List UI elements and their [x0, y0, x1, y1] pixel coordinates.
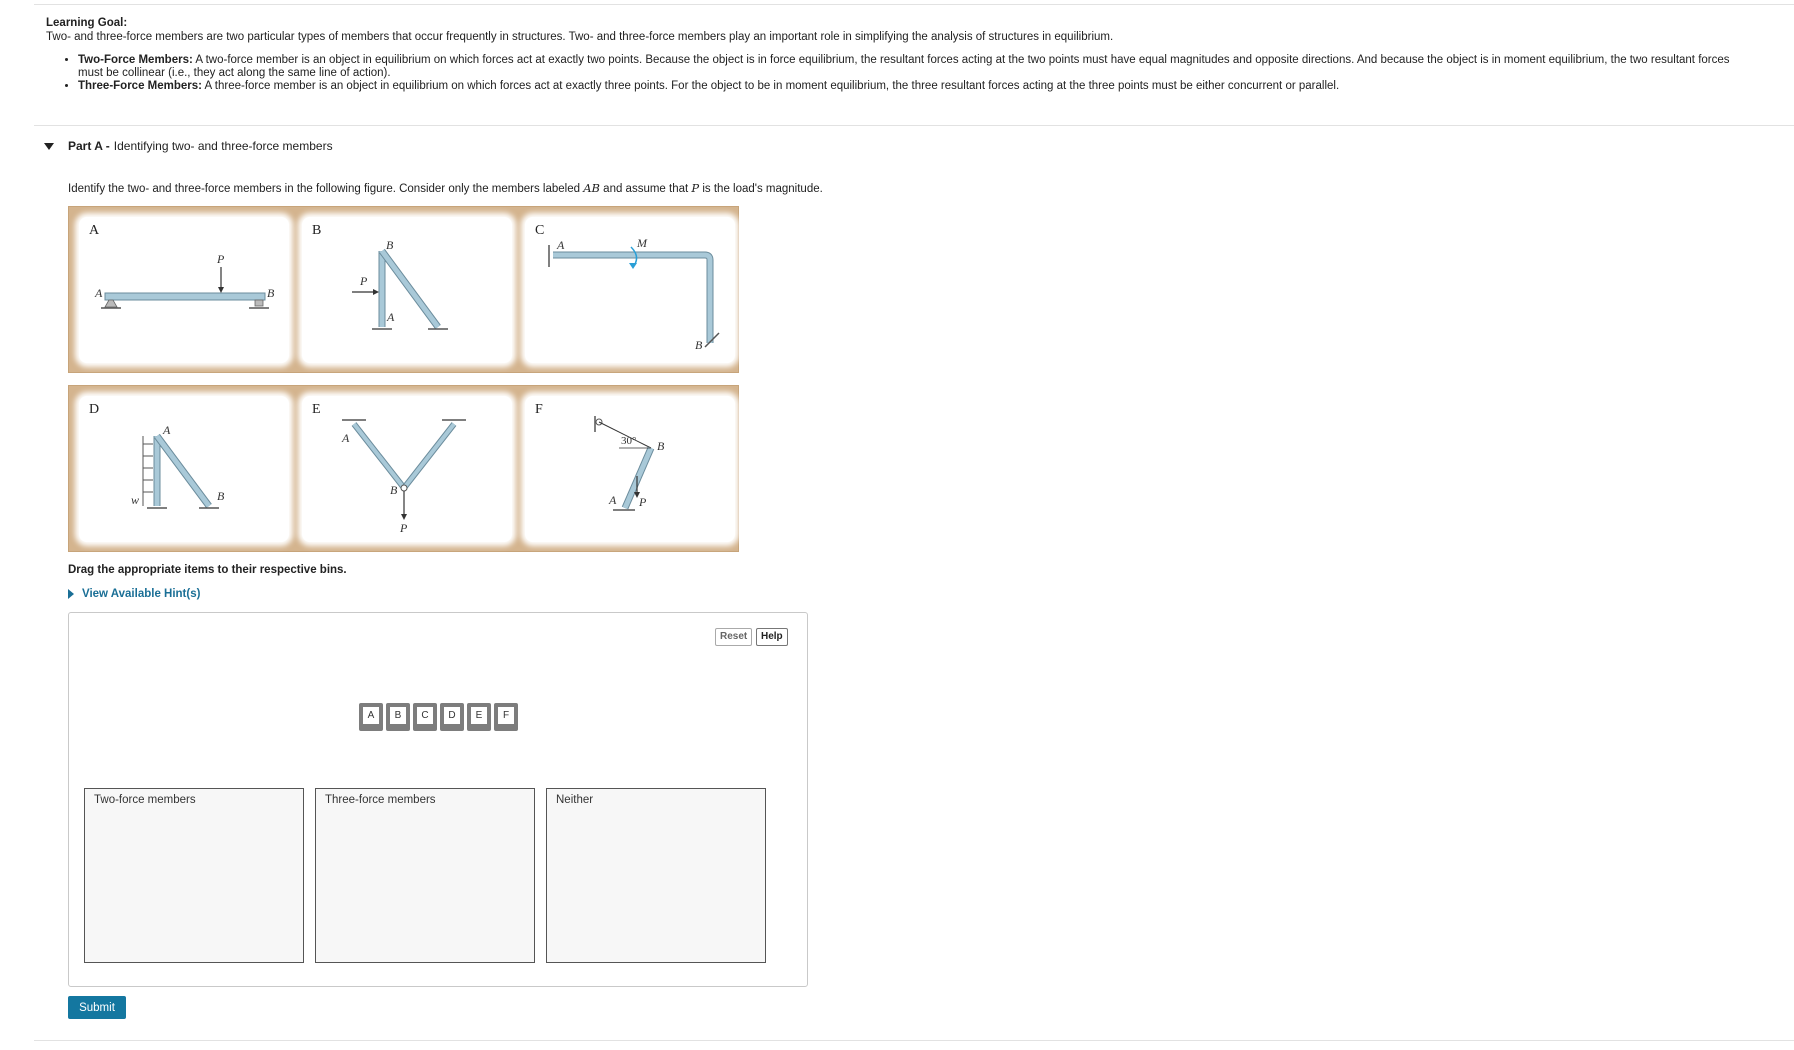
learning-goal-title: Learning Goal: [46, 17, 128, 29]
three-force-definition [78, 80, 1746, 93]
figure-row-2 [68, 385, 739, 552]
three-force-term: Three-Force Members: [78, 80, 202, 92]
chip-d[interactable] [440, 703, 464, 731]
bin-two-force-label: Two-force members [94, 794, 196, 806]
drag-instruction: Drag the appropriate items to their respective bins. [68, 564, 347, 576]
panel-letter-c: C [535, 223, 545, 238]
panel-letter-a: A [89, 223, 100, 238]
panel-b-label-p: P [360, 274, 368, 288]
prompt-ab: AB [583, 181, 600, 195]
figure-panel-d [79, 396, 289, 542]
figure-panel-a [79, 217, 289, 363]
panel-c-label-b: B [695, 338, 703, 352]
chip-f-label: F [498, 707, 514, 724]
chip-f[interactable] [494, 703, 518, 731]
bin-neither[interactable] [546, 788, 766, 963]
panel-f-label-a: A [609, 493, 617, 507]
submit-button[interactable]: Submit [68, 996, 126, 1019]
panel-letter-d: D [89, 402, 100, 417]
reset-button[interactable]: Reset [715, 628, 752, 646]
figure-panel-f [525, 396, 735, 542]
expand-triangle-icon[interactable] [68, 589, 74, 599]
panel-c-label-m: M [637, 236, 647, 250]
question-prompt [68, 181, 823, 195]
panel-f-label-p: P [639, 495, 647, 509]
view-hints-link[interactable] [68, 588, 200, 600]
chip-b-label: B [390, 707, 406, 724]
panel-letter-b: B [312, 223, 322, 238]
panel-e-label-p: P [400, 521, 408, 535]
panel-letter-e: E [312, 402, 321, 417]
panel-a-drawing [79, 217, 289, 363]
part-label: Part A - [68, 139, 110, 153]
bin-three-force-label: Three-force members [325, 794, 436, 806]
panel-a-label-a: A [95, 286, 103, 300]
panel-a-label-b: B [267, 286, 275, 300]
learning-goal-intro: Two- and three-force members are two particular types of members that occur frequently in structures. Two- and three-force members play an important role in simplifying the analysis of structures in equilibrium. [46, 31, 1114, 43]
bin-neither-label: Neither [556, 794, 594, 806]
prompt-text-2: and assume that [599, 183, 692, 195]
section-divider [34, 125, 1794, 126]
chip-b[interactable] [386, 703, 410, 731]
panel-d-label-b: B [217, 489, 225, 503]
two-force-definition [78, 54, 1746, 80]
panel-e-label-a: A [342, 431, 350, 445]
bin-three-force[interactable] [315, 788, 535, 963]
two-force-term: Two-Force Members: [78, 54, 193, 66]
prompt-text-3: is the load's magnitude. [699, 183, 823, 195]
top-divider [34, 4, 1794, 5]
chip-c[interactable] [413, 703, 437, 731]
panel-d-drawing [79, 396, 289, 542]
learning-goal [46, 16, 1746, 93]
part-title: Identifying two- and three-force members [113, 139, 333, 153]
panel-f-label-b: B [657, 439, 665, 453]
chip-e[interactable] [467, 703, 491, 731]
chip-e-label: E [471, 707, 487, 724]
learning-goal-list [46, 54, 1746, 93]
panel-f-drawing [525, 396, 735, 542]
bottom-divider [34, 1040, 1794, 1041]
panel-b-drawing [302, 217, 512, 363]
prompt-p: P [691, 181, 700, 195]
bin-two-force[interactable] [84, 788, 304, 963]
drag-drop-area [68, 612, 808, 987]
draggable-chips [359, 703, 518, 731]
panel-b-label-a: A [387, 310, 395, 324]
chip-a[interactable] [359, 703, 383, 731]
part-a-header[interactable] [44, 139, 333, 153]
panel-c-label-a: A [557, 238, 565, 252]
chip-c-label: C [417, 707, 433, 724]
hint-link-label[interactable]: View Available Hint(s) [82, 588, 201, 600]
panel-e-drawing [302, 396, 512, 542]
two-force-text: A two-force member is an object in equilibrium on which forces act at exactly two points. Because the object is in force equilibrium, the resultant forces acting at the two points must have equal magnitudes and opposite directions. And because the object is in moment equilibrium, the two resultant forces must be collinear (i.e., they act along the same line of action). [78, 54, 1730, 79]
panel-d-label-w: w [131, 493, 140, 507]
panel-letter-f: F [535, 402, 543, 417]
figure-panel-b [302, 217, 512, 363]
panel-e-label-b: B [390, 483, 398, 497]
panel-f-angle: 30° [621, 435, 637, 447]
collapse-triangle-icon[interactable] [44, 143, 54, 150]
prompt-text-1: Identify the two- and three-force members in the following figure. Consider only the members labeled [68, 183, 584, 195]
figure-panel-e [302, 396, 512, 542]
three-force-text: A three-force member is an object in equilibrium on which forces act at exactly three points. For the object to be in moment equilibrium, the three resultant forces acting at the three points must be either concurrent or parallel. [201, 80, 1340, 92]
chip-d-label: D [444, 707, 460, 724]
panel-a-label-p: P [217, 252, 225, 266]
help-button[interactable]: Help [756, 628, 788, 646]
figure-row-1 [68, 206, 739, 373]
panel-d-label-a: A [163, 423, 171, 437]
panel-b-label-b: B [386, 238, 394, 252]
figure-panel-c [525, 217, 735, 363]
chip-a-label: A [363, 707, 379, 724]
panel-c-drawing [525, 217, 735, 363]
